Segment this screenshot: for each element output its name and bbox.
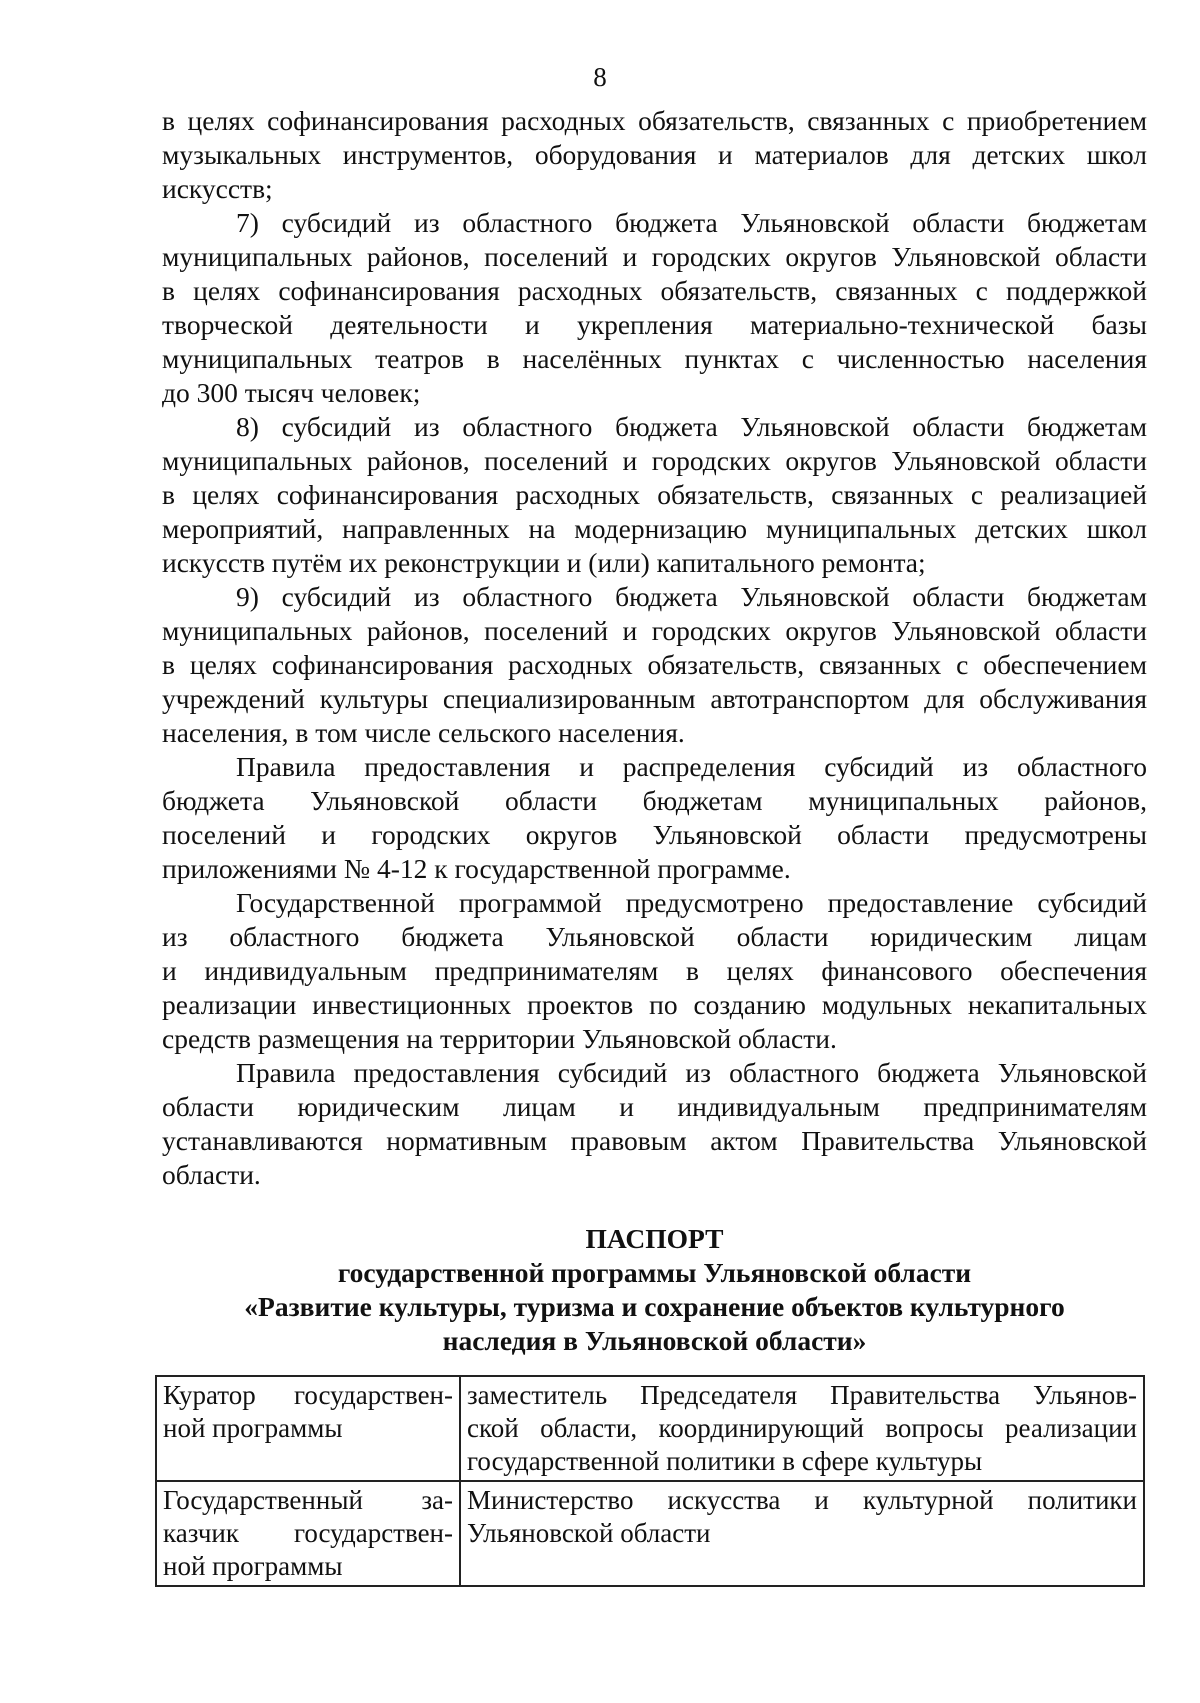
body-text xyxy=(162,104,1147,1192)
page-number: 8 xyxy=(593,62,607,92)
paragraph xyxy=(162,1056,1147,1192)
table-row xyxy=(156,1376,1144,1481)
label-line: ной программы xyxy=(163,1413,343,1443)
text-line: 7) субсидий из областного бюджета Ульяновской области бюджетам xyxy=(236,207,1147,238)
text-line: области. xyxy=(162,1159,261,1190)
table-row xyxy=(156,1481,1144,1586)
passport-field-label xyxy=(156,1481,460,1586)
text-line: средств размещения на территории Ульяновской области. xyxy=(162,1023,837,1054)
label-line: Государственный за- xyxy=(163,1485,453,1515)
text-line: в целях софинансирования расходных обязательств, связанных с поддержкой xyxy=(162,275,1147,306)
text-line: муниципальных театров в населённых пунктах с численностью населения xyxy=(162,343,1147,374)
text-line: муниципальных районов, поселений и городских округов Ульяновской области xyxy=(162,615,1147,646)
text-line: из областного бюджета Ульяновской области юридическим лицам xyxy=(162,921,1147,952)
text-line: поселений и городских округов Ульяновской области предусмотрены xyxy=(162,819,1147,850)
passport-subtitle-line-2: «Развитие культуры, туризма и сохранение объектов культурного xyxy=(244,1291,1065,1322)
value-line: Ульяновской области xyxy=(467,1518,711,1548)
text-line: реализации инвестиционных проектов по созданию модульных некапитальных xyxy=(162,989,1147,1020)
paragraph xyxy=(162,410,1147,580)
passport-title: ПАСПОРТ xyxy=(585,1223,724,1254)
text-line: муниципальных районов, поселений и городских округов Ульяновской области xyxy=(162,445,1147,476)
passport-table xyxy=(155,1375,1145,1587)
label-line: ной программы xyxy=(163,1551,343,1581)
text-line: 8) субсидий из областного бюджета Ульяновской области бюджетам xyxy=(236,411,1147,442)
passport-field-value xyxy=(460,1481,1144,1586)
value-line: ской области, координирующий вопросы реализации xyxy=(467,1413,1137,1443)
text-line: мероприятий, направленных на модернизацию муниципальных детских школ xyxy=(162,513,1147,544)
paragraph xyxy=(162,206,1147,410)
text-line: Правила предоставления субсидий из областного бюджета Ульяновской xyxy=(236,1057,1147,1088)
text-line: устанавливаются нормативным правовым актом Правительства Ульяновской xyxy=(162,1125,1147,1156)
text-line: Правила предоставления и распределения субсидий из областного xyxy=(236,751,1147,782)
paragraph xyxy=(162,580,1147,750)
passport-heading xyxy=(162,1222,1147,1358)
label-line: Куратор государствен- xyxy=(163,1380,453,1410)
value-line: государственной политики в сфере культуры xyxy=(467,1446,983,1476)
text-line: искусств; xyxy=(162,173,273,204)
value-line: заместитель Председателя Правительства Ульянов- xyxy=(467,1380,1137,1410)
text-line: в целях софинансирования расходных обязательств, связанных с приобретением xyxy=(162,105,1147,136)
text-line: учреждений культуры специализированным автотранспортом для обслуживания xyxy=(162,683,1147,714)
text-line: искусств путём их реконструкции и (или) капитального ремонта; xyxy=(162,547,926,578)
text-line: в целях софинансирования расходных обязательств, связанных с реализацией xyxy=(162,479,1147,510)
text-line: области юридическим лицам и индивидуальным предпринимателям xyxy=(162,1091,1147,1122)
text-line: и индивидуальным предпринимателям в целях финансового обеспечения xyxy=(162,955,1147,986)
text-line: до 300 тысяч человек; xyxy=(162,377,421,408)
text-line: приложениями № 4-12 к государственной программе. xyxy=(162,853,791,884)
passport-subtitle-line-1: государственной программы Ульяновской области xyxy=(337,1257,972,1288)
text-line: населения, в том числе сельского населения. xyxy=(162,717,685,748)
value-line: Министерство искусства и культурной политики xyxy=(467,1485,1137,1515)
passport-field-value xyxy=(460,1376,1144,1481)
label-line: казчик государствен- xyxy=(163,1518,453,1548)
paragraph xyxy=(162,104,1147,206)
text-line: Государственной программой предусмотрено предоставление субсидий xyxy=(236,887,1147,918)
text-line: бюджета Ульяновской области бюджетам муниципальных районов, xyxy=(162,785,1147,816)
paragraph xyxy=(162,750,1147,886)
passport-field-label xyxy=(156,1376,460,1481)
text-line: 9) субсидий из областного бюджета Ульяновской области бюджетам xyxy=(236,581,1147,612)
text-line: творческой деятельности и укрепления материально-технической базы xyxy=(162,309,1147,340)
text-line: музыкальных инструментов, оборудования и материалов для детских школ xyxy=(162,139,1147,170)
text-line: муниципальных районов, поселений и городских округов Ульяновской области xyxy=(162,241,1147,272)
text-line: в целях софинансирования расходных обязательств, связанных с обеспечением xyxy=(162,649,1147,680)
paragraph xyxy=(162,886,1147,1056)
passport-subtitle-line-3: наследия в Ульяновской области» xyxy=(442,1325,867,1356)
